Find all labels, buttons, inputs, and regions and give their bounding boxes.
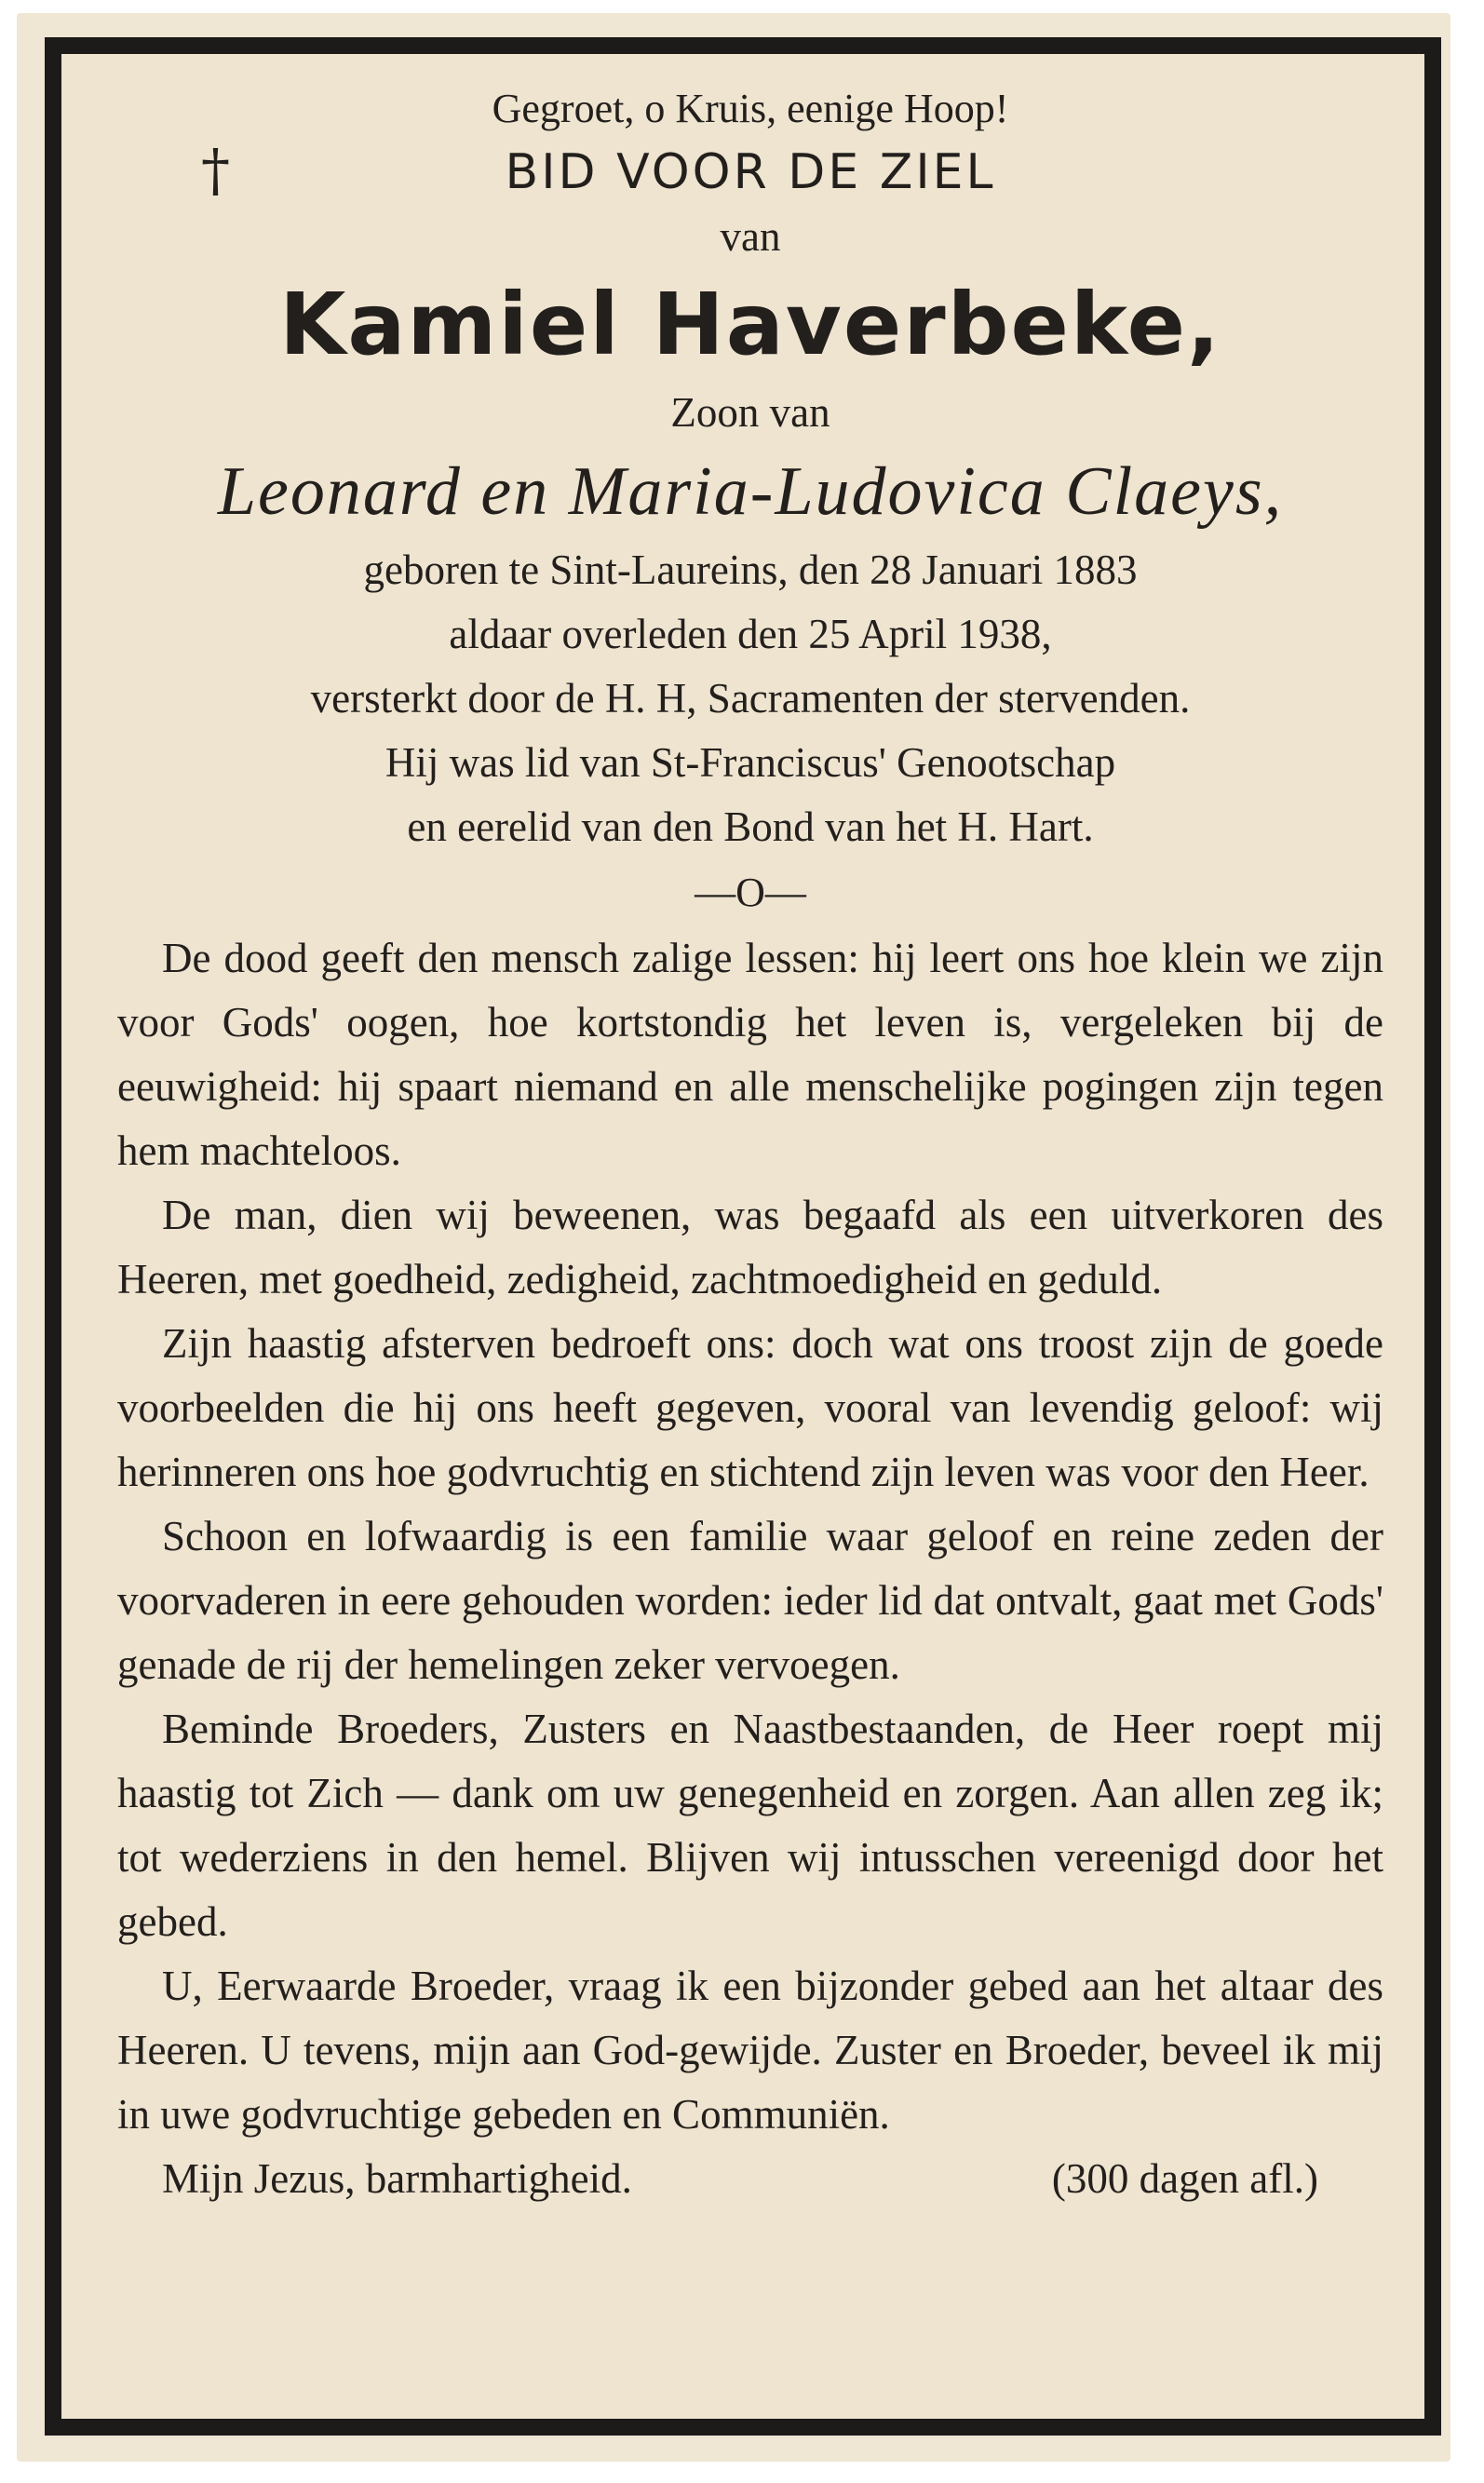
paragraph: De man, dien wij beweenen, was begaafd als een uitverkoren des Heeren, met goedheid, zedigheid, zachtmoedigheid en geduld. [117,1192,1383,1302]
van-label: van [720,213,781,260]
membership-line: Hij was lid van St-Franciscus' Genootschap [384,739,1116,786]
footer [117,2147,1383,2211]
greeting: Gegroet, o Kruis, eenige Hoop! [492,86,1009,131]
birth-line: geboren te Sint-Laureins, den 28 Januari 1883 [363,547,1138,593]
paragraph: Zijn haastig afsterven bedroeft ons: doch wat ons troost zijn de goede voorbeelden die hij ons heeft gegeven, vooral van levendig geloof: wij herinneren ons hoe godvruchtig en stichtend zijn leven was voor den Heer. [117,1320,1383,1495]
cross-icon: † [201,136,230,204]
separator-ornament: —O— [695,870,806,915]
deceased-name: Kamiel Haverbeke, [279,275,1221,374]
memorial-text [117,926,1383,2147]
parents-names: Leonard en Maria-Ludovica Claeys, [217,453,1284,530]
indulgence-note: (300 dagen afl.) [1051,2155,1318,2202]
paragraph: De dood geeft den mensch zalige lessen: hij leert ons hoe klein we zijn voor Gods' oogen, hoe kortstondig het leven is, vergeleken bij de eeuwigheid: hij spaart niemand en alle menschelijke pogingen zijn tegen hem machteloos. [117,935,1383,1174]
card-content [117,74,1383,2211]
paragraph: U, Eerwaarde Broeder, vraag ik een bijzonder gebed aan het altaar des Heeren. U tevens, mijn aan God-gewijde. Zuster en Broeder, beveel ik mij in uwe godvruchtige gebeden en Communiën. [117,1963,1383,2138]
son-of-label: Zoon van [670,389,830,436]
paragraph: Schoon en lofwaardig is een familie waar geloof en reine zeden der voorvaderen in eere gehouden worden: ieder lid dat ontvalt, gaat met Gods' genade de rij der hemelingen zeker vervoegen. [117,1513,1383,1688]
memorial-card [17,13,1450,2462]
death-line: aldaar overleden den 25 April 1938, [449,611,1052,657]
honorary-membership-line: en eerelid van den Bond van het H. Hart. [407,803,1094,850]
sacraments-line: versterkt door de H. H, Sacramenten der stervenden. [310,675,1191,722]
headline: BID VOOR DE ZIEL [505,144,996,200]
black-mourning-border [45,37,1441,2436]
closing-prayer: Mijn Jezus, barmhartigheid. [162,2155,632,2202]
paragraph: Beminde Broeders, Zusters en Naastbestaanden, de Heer roept mij haastig tot Zich — dank om uw genegenheid en zorgen. Aan allen zeg ik; tot wederziens in den hemel. Blijven wij intusschen vereenigd door het gebed. [117,1706,1383,1945]
